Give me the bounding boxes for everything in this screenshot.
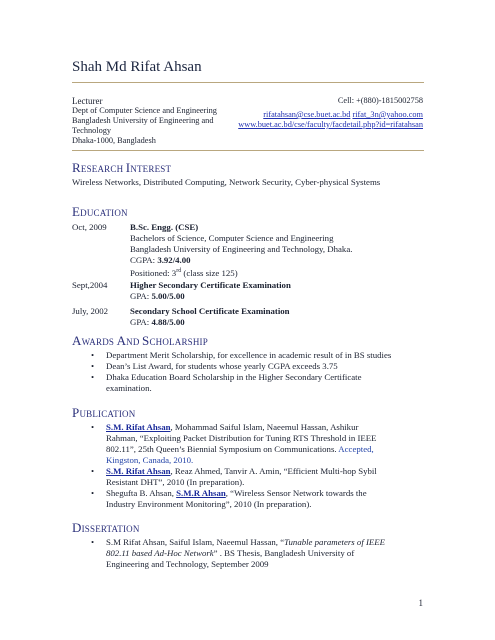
edu-gpa-2: GPA: 5.00/5.00 (130, 291, 185, 301)
edu-entry-1 (130, 222, 352, 279)
edu-date-1: Oct, 2009 (72, 222, 107, 232)
edu-position: Positioned: 3rd (class size 125) (130, 267, 238, 278)
research-text: Wireless Networks, Distributed Computing, Network Security, Cyber-physical Systems (72, 177, 381, 187)
cv-name: Shah Md Rifat Ahsan (72, 59, 202, 75)
edu-title-1: B.Sc. Engg. (CSE) (130, 222, 199, 232)
publication-item-3: • Shegufta B. Ahsan, S.M.R Ahsan, “Wireless Sensor Network towards the Industry Environment Monitoring”, 2010 (In preparation). (91, 488, 367, 509)
page-number: 1 (418, 598, 423, 608)
edu-date-2: Sept,2004 (72, 280, 108, 290)
position-title: Lecturer (72, 96, 103, 106)
city-line: Dhaka-1000, Bangladesh (72, 136, 156, 145)
bullet-icon: • (91, 537, 95, 547)
award-item-3: • Dhaka Education Board Scholarship in the Higher Secondary Certificate examination. (91, 372, 362, 393)
website-link[interactable]: www.buet.ac.bd/cse/faculty/facdetail.php?id=rifatahsan (238, 120, 423, 129)
edu-line-1b: Bangladesh University of Engineering and Technology, Dhaka. (130, 244, 353, 254)
award-item-2: • Dean’s List Award, for students whose yearly CGPA exceeds 3.75 (91, 361, 338, 371)
publication-list (84, 422, 434, 510)
bullet-icon: • (91, 372, 95, 382)
header-rule (72, 82, 424, 83)
email-line (238, 110, 423, 120)
edu-date-3: July, 2002 (72, 306, 109, 316)
edu-title-2: Higher Secondary Certificate Examination (130, 280, 291, 290)
contact-left (72, 96, 217, 146)
pub1-author: S.M. Rifat Ahsan (106, 422, 171, 432)
award-item-1: • Department Merit Scholarship, for excellence in academic result of in BS studies (91, 350, 392, 360)
education-heading: EDUCATION (72, 204, 128, 219)
bullet-icon: • (91, 466, 95, 476)
awards-list (84, 350, 434, 394)
contact-rule (72, 150, 424, 151)
edu-line-1a: Bachelors of Science, Computer Science and Engineering (130, 233, 334, 243)
publication-item-1: • S.M. Rifat Ahsan, Mohammad Saiful Islam, Naeemul Hassan, Ashikur Rahman, “Exploiting Packet Distribution for Tuning RTS Threshold in IEEE 802.11”, 25th Queen’s Biennial Symposium on Communications. Accepted, Kingston, Canada, 2010. (91, 422, 377, 465)
publication-item-2: • S.M. Rifat Ahsan, Reaz Ahmed, Tanvir A. Amin, “Efficient Multi-hop Sybil Resistant DHT”, 2010 (In preparation). (91, 466, 377, 487)
bullet-icon: • (91, 488, 95, 498)
dissertation-item: • S.M Rifat Ahsan, Saiful Islam, Naeemul Hassan, “Tunable parameters of IEEE 802.11 based Ad-Hoc Network” . BS Thesis, Bangladesh University of Engineering and Technology, September 2009 (91, 537, 386, 569)
edu-entry-3 (130, 306, 290, 328)
bullet-icon: • (91, 361, 95, 371)
email-link-2[interactable]: rifat_3n@yahoo.com (352, 110, 423, 119)
bullet-icon: • (91, 422, 95, 432)
univ-line-2: Technology (72, 126, 112, 135)
edu-cgpa: CGPA: 3.92/4.00 (130, 255, 191, 265)
pub3-author: S.M.R Ahsan (176, 488, 226, 498)
publication-heading: PUBLICATION (72, 405, 136, 420)
awards-heading: AWARDS AND SCHOLARSHIP (72, 333, 208, 348)
contact-right (238, 96, 423, 130)
dissertation-list (84, 537, 434, 570)
email-link-1[interactable]: rifatahsan@cse.buet.ac.bd (263, 110, 351, 119)
edu-entry-2 (130, 280, 291, 302)
dissertation-heading: DISSERTATION (72, 520, 140, 535)
dept-line: Dept of Computer Science and Engineering (72, 106, 217, 115)
univ-line-1: Bangladesh University of Engineering and (72, 116, 214, 125)
bullet-icon: • (91, 350, 95, 360)
cell-number: Cell: +(880)-1815002758 (337, 96, 423, 105)
pub2-author: S.M. Rifat Ahsan (106, 466, 171, 476)
research-heading: RESEARCH INTEREST (72, 160, 172, 175)
edu-title-3: Secondary School Certificate Examination (130, 306, 290, 316)
edu-gpa-3: GPA: 4.88/5.00 (130, 317, 185, 327)
